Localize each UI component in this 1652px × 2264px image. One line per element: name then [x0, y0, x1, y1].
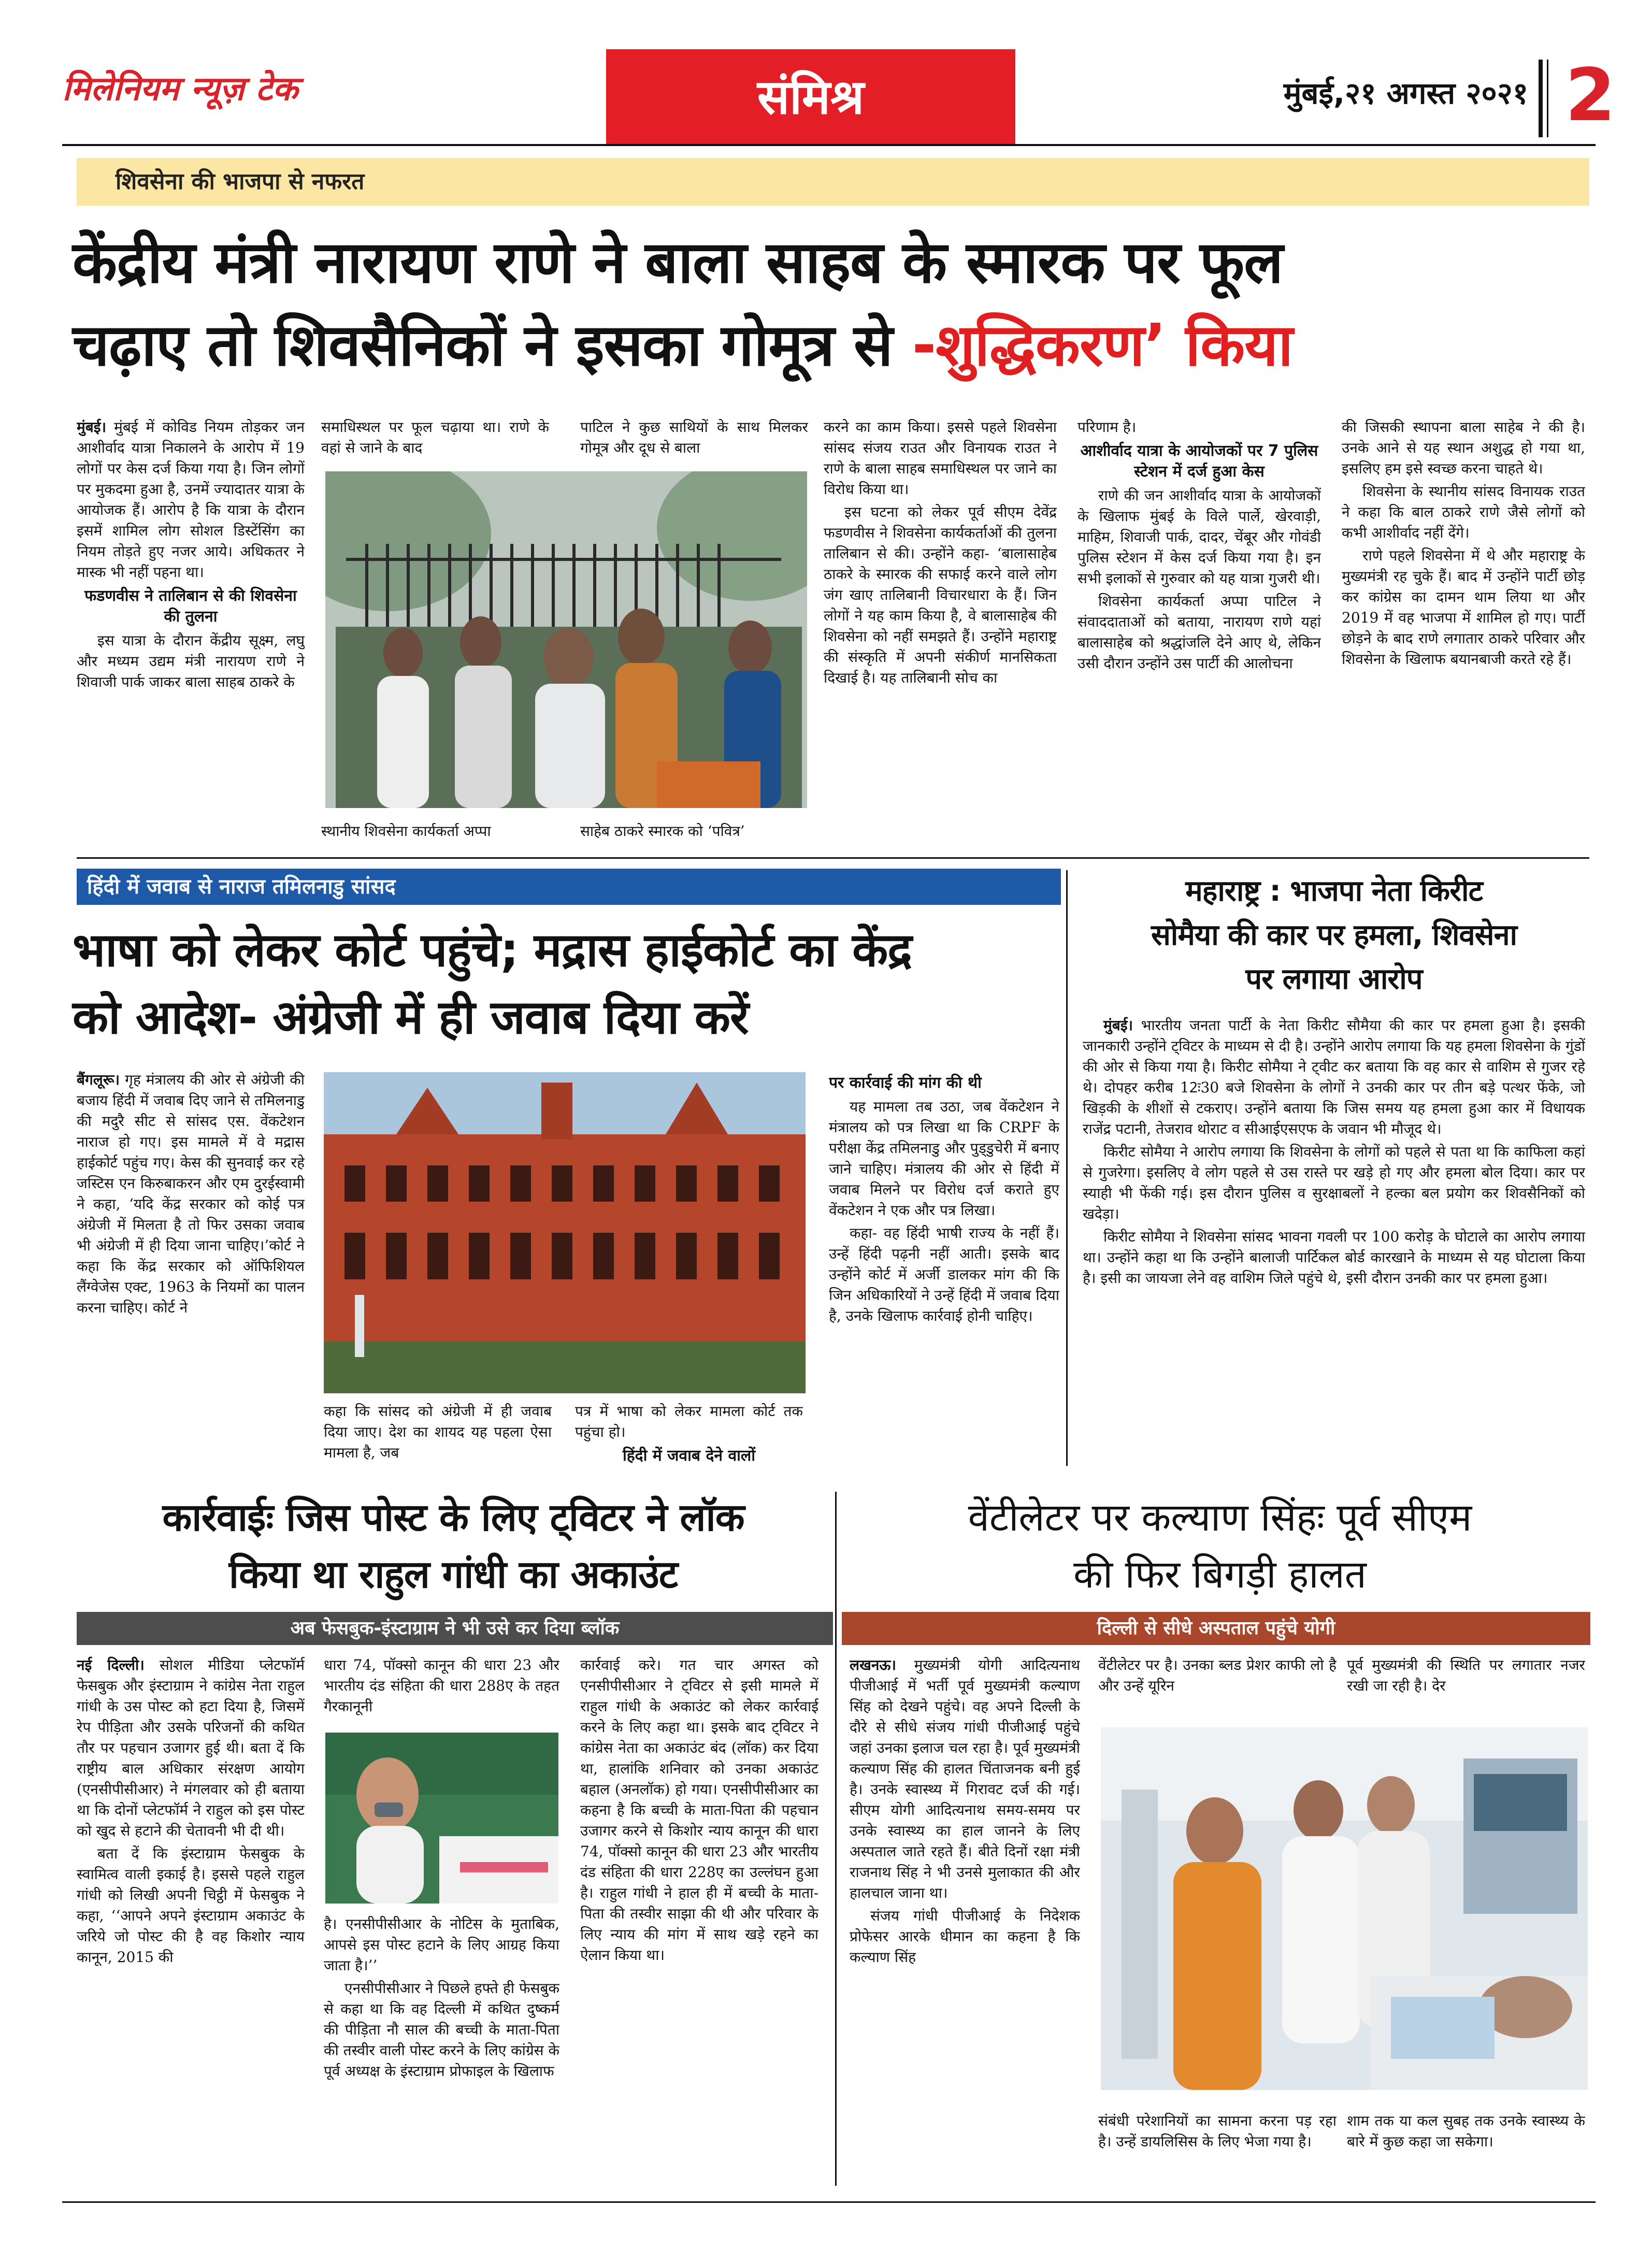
story4-col1-p2: बता दें कि इंस्टाग्राम फेसबुक के स्वामित्व वाली इकाई है। इससे पहले राहुल गांधी को लिखी अपनी चिट्ठी में फेसबुक ने कहा, ‘‘आपने अपने इंस्टाग्राम अकाउंट के जरिये जो पोस्ट की है वह किशोर न्याय कानून, 2015 की [77, 1845, 305, 1966]
story4-dateline: नई दिल्ली। [77, 1656, 145, 1674]
story4-col3-p1: कार्रवाई करे। गत चार अगस्त को एनसीपीसीआर ने ट्विटर से इसी मामले में राहुल गांधी के अकाउंट को लेकर कार्रवाई करने के लिए कहा था। इसके बाद ट्विटर ने कांग्रेस नेता का अकाउंट बंद (लॉक) कर दिया था, हालांकि शनिवार को उनका अकाउंट बहाल (अनलॉक) हो गया। एनसीपीसीआर का कहना है कि बच्ची के माता-पिता की पहचान उजागर करने से किशोर न्याय कानून की धारा 74, पॉक्सो कानून की धारा 23 और भारतीय दंड संहिता की धारा 228ए का उल्लंघन हुआ है। राहुल गांधी ने हाल ही में बच्ची के माता-पिता की तस्वीर साझा की थी और परिवार के लिए न्याय की मांग में साथ खड़े रहने का ऐलान किया था। [580, 1656, 818, 1964]
story3-dateline: मुंबई। [1103, 1017, 1133, 1034]
story2-kicker-bar [77, 869, 1061, 905]
page-number-divider [1539, 60, 1543, 137]
story5-kicker-bar [842, 1612, 1590, 1645]
story1-col4-p2: इस घटना को लेकर पूर्व सीएम देवेंद्र फडणवीस ने शिवसेना कार्यकर्ताओं की तुलना तालिबान से की। उन्होंने कहा- ‘बालासाहेब ठाकरे के स्मारक की सफाई करने वाले लोग जंग खाए तालिबानी विचारधारा के हैं। जिन लोगों ने यह काम किया है, वे बालासाहेब की शिवसेना को नहीं समझते हैं। उन्होंने महाराष्ट्र की संस्कृति में अपनी संकीर्ण मानसिकता दिखाई है। यह तालिबानी सोच का [824, 503, 1057, 686]
story4-kicker-bar [77, 1612, 833, 1645]
story1-col1 [77, 417, 305, 847]
page-bottom-rule [62, 2201, 1596, 2203]
story5-headline-line1: वेंटीलेटर पर कल्याण सिंहः पूर्व सीएम [968, 1495, 1472, 1540]
story2-dateline: बैंगलूरू। [77, 1071, 120, 1088]
story4-col2-top: धारा 74, पॉक्सो कानून की धारा 23 और भारतीय दंड संहिता की धारा 288ए के तहत गैरकानूनी [324, 1656, 559, 1715]
masthead-rule [62, 144, 1596, 146]
story5-col3-bottom: शाम तक या कल सुबह तक उनके स्वास्थ्य के बारे में कुछ कहा जा सकेगा। [1347, 2112, 1585, 2150]
story5-col2-top: वेंटीलेटर पर है। उनका ब्लड प्रेशर काफी लो है और उन्हें यूरिन [1098, 1656, 1337, 1694]
story1-col5-p2: शिवसेना कार्यकर्ता अप्पा पाटिल ने संवाददाताओं को बताया, नारायण राणे यहां बालासाहेब को श्रद्धांजलि देने आए थे, लेकिन उसी दौरान उन्होंने उस पार्टी की आलोचना [1078, 593, 1321, 672]
story1-photo [325, 471, 807, 808]
story3-headline-line1: महाराष्ट्र : भाजपा नेता किरीट [1185, 874, 1483, 908]
story2-headline-line2: को आदेश- अंग्रेजी में ही जवाब दिया करें [73, 990, 749, 1045]
hospital-photo-illustration [1101, 1727, 1588, 2090]
story2-subhead-1: हिंदी में जवाब देने वालों [622, 1447, 756, 1465]
section-title: संमिश्र [757, 69, 865, 125]
story4-headline-line1: कार्रवाईः जिस पोस्ट के लिए ट्विटर ने लॉक [162, 1495, 744, 1540]
story1-bottom-rule [77, 857, 1589, 859]
story1-col6-p2: राणे पहले शिवसेना में थे और महाराष्ट्र के मुख्यमंत्री रह चुके हैं। बाद में उन्होंने पार्टी छोड़ कर कांग्रेस का दामन थाम लिया था और 2019 में वह भाजपा में शामिल हो गए। पार्टी छोड़ने के बाद राणे लगातार ठाकरे परिवार और शिवसेना के खिलाफ बयानबाजी करते रहे हैं। [1342, 547, 1585, 668]
story1-col6: की जिसकी स्थापना बाला साहेब ने की है। उनके आने से यह स्थान अशुद्ध हो गया था, इसलिए हम इसे स्वच्छ करना चाहते थे। शिवसेना के स्थानीय सांसद विनायक राउत ने कहा कि बाल ठाकरे राणे जैसे लोगों को कभी आशीर्वाद नहीं देंगे। राणे पहले शिवसेना में थे और महाराष्ट्र के मुख्यमंत्री रह चुके हैं। बाद में उन्होंने पार्टी छोड़ कर कांग्रेस का दामन थाम लिया था और 2019 में वह भाजपा में शामिल हो गए। पार्टी छोड़ने के बाद राणे लगातार ठाकरे परिवार और शिवसेना के खिलाफ बयानबाजी करते रहे हैं। [1342, 417, 1585, 847]
story5-kicker: दिल्ली से सीधे अस्पताल पहुंचे योगी [1097, 1618, 1335, 1639]
story1-kicker-bar [77, 158, 1589, 206]
story5-col3-top: पूर्व मुख्यमंत्री की स्थिति पर लगातार नजर रखी जा रही है। देर [1347, 1656, 1585, 1694]
story1-dateline: मुंबई। [77, 419, 107, 436]
story1-col5-p1: राणे की जन आशीर्वाद यात्रा के आयोजकों के खिलाफ मुंबई के विले पार्ले, खेरवाड़ी, माहिम, शिवाजी पार्क, दादर, चेंबूर और गोवंडी पुलिस स्टेशन में केस दर्ज किया गया है। इन सभी इलाकों से गुरुवार को यह यात्रा गुजरी थी। [1078, 487, 1321, 587]
story2-photo [324, 1072, 806, 1393]
masthead [62, 49, 1652, 153]
story5-dateline: लखनऊ। [850, 1656, 897, 1674]
memorial-photo-illustration [325, 471, 807, 808]
story2-headline-line1: भाषा को लेकर कोर्ट पहुंचे; मद्रास हाईकोर्ट का केंद्र [73, 923, 912, 977]
story3-p3: किरीट सोमैया ने शिवसेना सांसद भावना गवली पर 100 करोड़ के घोटाले का आरोप लगाया था। उन्होंने कहा था कि उन्होंने बालाजी पार्टिकल बोर्ड कारखाने के माध्यम से यह घोटाला किया है। इसी का जायजा लेने वह वाशिम जिले पहुंचे थे, इसी दौरान उनकी कार पर हमला हुआ। [1083, 1228, 1585, 1287]
story1-col4-p1: करने का काम किया। इससे पहले शिवसेना सांसद संजय राउत और विनायक राउत ने राणे के बाला साहब समाधिस्थल पर जाने का विरोध किया था। [824, 419, 1057, 498]
rahul-photo-illustration [325, 1733, 558, 1904]
story1-headline-highlight: -शुद्धिकरण’ किया [912, 312, 1293, 379]
story4-col2 [324, 1914, 559, 2183]
story5-headline-line2: की फिर बिगड़ी हालत [1073, 1552, 1367, 1597]
story4-col2-p1: है। एनसीपीसीआर के नोटिस के मुताबिक, आपसे इस पोस्ट हटाने के लिए आग्रह किया जाता है।’’ [324, 1915, 559, 1974]
story5-col1: लखनऊ। मुख्यमंत्री योगी आदित्यनाथ पीजीआई में भर्ती पूर्व मुख्यमंत्री कल्याण सिंह को देखने पहुंचे। वह अपने दिल्ली के दौरे से सीधे संजय गांधी पीजीआई पहुंचे जहां उनका इलाज चल रहा है। पूर्व मुख्यमंत्री कल्याण सिंह की हालत चिंताजनक बनी हुई है। उनके स्वास्थ्य में गिरावट दर्ज की गई। सीएम योगी आदित्यनाथ समय-समय पर उनके स्वास्थ्य का हाल जानने के लिए अस्पताल जाते रहते हैं। बीते दिनों रक्षा मंत्री राजनाथ सिंह ने भी उनसे मुलाकात की और हालचाल जाना था। संजय गांधी पीजीआई के निदेशक प्रोफेसर आरके धीमान का कहना है कि कल्याण सिंह [850, 1655, 1080, 2183]
story1-headline-line2 [73, 308, 1596, 383]
page-number-divider-thin [1547, 60, 1548, 137]
story2-col1: बैंगलूरू। गृह मंत्रालय की ओर से अंग्रेजी की बजाय हिंदी में जवाब दिए जाने से तमिलनाडु की मदुरै सीट से सांसद एस. वेंकटेशन नाराज हो गए। इस मामले में वे मद्रास हाईकोर्ट पहुंच गए। केस की सुनवाई कर रहे जस्टिस एन किरुबाकरन और एम दुरईस्वामी ने कहा, ‘यदि केंद्र सरकार को कोई पत्र अंग्रेजी में मिलता है तो फिर उसका जवाब भी अंग्रेजी में ही दिया जाना चाहिए।’कोर्ट ने कहा कि केंद्र सरकार को ऑफिशियल लैंग्वेजेस एक्ट, 1963 के नियमों का पालन करना चाहिए। कोर्ट ने [77, 1071, 305, 1316]
story1-subhead-1: फडणवीस ने तालिबान से की शिवसेना की तुलना [84, 587, 297, 626]
story2-col4-p2: कहा- वह हिंदी भाषी राज्य के नहीं हैं। उन्हें हिंदी पढ़नी नहीं आती। इसके बाद उन्होंने कोर्ट में अर्जी डालकर मांग की कि जिन अधिकारियों ने उन्हें हिंदी में जवाब दिया है, उनके खिलाफ कार्रवाई होनी चाहिए। [829, 1224, 1059, 1324]
story1-headline-line1: केंद्रीय मंत्री नारायण राणे ने बाला साहब के स्मारक पर फूल [73, 229, 1283, 296]
story2-kicker: हिंदी में जवाब से नाराज तमिलनाडु सांसद [87, 875, 396, 899]
story2-col4-p1: यह मामला तब उठा, जब वेंकटेशन ने मंत्रालय को पत्र लिखा था कि CRPF के परीक्षा केंद्र तमिलनाडु और पुड्‌डुचेरी में बनाए जाने चाहिए। मंत्रालय की ओर से हिंदी में जवाब मिलने पर विरोध दर्ज कराते हुए वेंकटेशन ने एक और पत्र लिखा। [829, 1098, 1059, 1219]
story1-col2-top: समाधिस्थल पर फूल चढ़ाया था। राणे के वहां से जाने के बाद [321, 419, 549, 456]
story1-col1-p1: मुंबई में कोविड नियम तोड़कर जन आशीर्वाद यात्रा निकालने के आरोप में 19 लोगों पर केस दर्ज किया गया है। जिन लोगों पर मुकदमा हुआ है, उनमें ज्यादातर यात्रा के आयोजक हैं। आरोप है कि यात्रा के दौरान इसमें शामिल लोग सोशल डिस्टेंसिंग का नियम तोड़ते हुए नजर आये। अधिकतर ने मास्क भी नहीं पहना था। [77, 419, 305, 581]
high-court-photo-illustration [324, 1072, 806, 1393]
story2-col2-bottom: कहा कि सांसद को अंग्रेजी में ही जवाब दिया जाए। देश का शायद यह पहला ऐसा मामला है, जब [324, 1403, 552, 1461]
story1-col1-p2: इस यात्रा के दौरान केंद्रीय सूक्ष्म, लघु और मध्यम उद्यम मंत्री नारायण राणे ने शिवाजी पार्क जाकर बाला साहब ठाकरे के [77, 632, 305, 690]
story1-col2-bottom: स्थानीय शिवसेना कार्यकर्ता अप्पा [321, 823, 491, 840]
story1-subhead-2: आशीर्वाद यात्रा के आयोजकों पर 7 पुलिस स्टेशन में दर्ज हुआ केस [1080, 442, 1318, 481]
story4-col3 [580, 1655, 818, 2183]
masthead-date: मुंबई,२१ अगस्त २०२१ [1283, 76, 1528, 111]
story1-col4 [824, 417, 1057, 847]
story1-kicker: शिवसेना की भाजपा से नफरत [116, 168, 365, 195]
story3-headline-line3: पर लगाया आरोप [1245, 962, 1423, 996]
story5-col2-bottom: संबंधी परेशानियों का सामना करना पड़ रहा है। उन्हें डायलिसिस के लिए भेजा गया है। [1098, 2112, 1337, 2150]
story4-headline-line2: किया था राहुल गांधी का अकाउंट [228, 1552, 678, 1597]
story1-headline-line2a: चढ़ाए तो शिवसैनिकों ने इसका गोमूत्र से [73, 312, 912, 379]
story3-p2: किरीट सोमैया ने आरोप लगाया कि शिवसेना के लोगों को पहले से पता था कि काफिला कहां से गुजरेगा। इसलिए वे लोग पहले से उस रास्ते पर खड़े हो गए और हमला बोल दिया। कार पर स्याही भी फेंकी गई। इस दौरान पुलिस व सुरक्षाबलों ने हल्का बल प्रयोग कर शिवसैनिकों को खदेड़ा। [1083, 1143, 1585, 1222]
story1-col3-top: पाटिल ने कुछ साथियों के साथ मिलकर गोमूत्र और दूध से बाला [580, 419, 808, 456]
story5-col1-p2: संजय गांधी पीजीआई के निदेशक प्रोफेसर आरके धीमान का कहना है कि कल्याण सिंह [850, 1907, 1080, 1966]
brand-logo: मिलेनियम न्यूज़ टेक [62, 70, 298, 108]
story2-divider [1066, 870, 1068, 1466]
section-title-box [606, 49, 1015, 145]
story4-kicker: अब फेसबुक-इंस्टाग्राम ने भी उसे कर दिया ब्लॉक [290, 1618, 620, 1639]
story1-col3-bottom: साहेब ठाकरे स्मारक को ‘पवित्र’ [580, 823, 745, 840]
story4-divider [835, 1492, 837, 2186]
story4-col1: नई दिल्ली। सोशल मीडिया प्लेटफॉर्म फेसबुक और इंस्टाग्राम ने कांग्रेस नेता राहुल गांधी के उस पोस्ट को हटा दिया है, जिसमें रेप पीड़िता और उसके परिजनों की कथित तौर पर पहचान उजागर हुई थी। बता दें कि राष्ट्रीय बाल अधिकार संरक्षण आयोग (एनसीपीसीआर) ने मंगलवार को ही बताया था कि दोनों प्लेटफॉर्म ने राहुल को इस पोस्ट को खुद से हटाने की चेतावनी भी दी थी। बता दें कि इंस्टाग्राम फेसबुक के स्वामित्व वाली इकाई है। इससे पहले राहुल गांधी को लिखी अपनी चिट्ठी में फेसबुक ने कहा, ‘‘आपने अपने इंस्टाग्राम अकाउंट के जरिये जो पोस्ट की है वह किशोर न्याय कानून, 2015 की [77, 1655, 305, 2183]
story2-subhead-2: पर कार्रवाई की मांग की थी [829, 1074, 982, 1092]
story1-col5: परिणाम है। आशीर्वाद यात्रा के आयोजकों पर 7 पुलिस स्टेशन में दर्ज हुआ केस राणे की जन आशीर्वाद यात्रा के आयोजकों के खिलाफ मुंबई के विले पार्ले, खेरवाड़ी, माहिम, शिवाजी पार्क, दादर, चेंबूर और गोवंडी पुलिस स्टेशन में केस दर्ज किया गया है। इन सभी इलाकों से गुरुवार को यह यात्रा गुजरी थी। शिवसेना कार्यकर्ता अप्पा पाटिल ने संवाददाताओं को बताया, नारायण राणे यहां बालासाहेब को श्रद्धांजलि देने आए थे, लेकिन उसी दौरान उन्होंने उस पार्टी की आलोचना [1078, 417, 1321, 847]
story4-photo [325, 1733, 558, 1904]
story4-col2-p2: एनसीपीसीआर ने पिछले हफ्ते ही फेसबुक से कहा था कि वह दिल्ली में कथित दुष्कर्म की पीड़िता नौ साल की बच्ची के माता-पिता की तस्वीर वाली पोस्ट करने के लिए कांग्रेस के पूर्व अध्यक्ष के इंस्टाग्राम प्रोफाइल के खिलाफ [324, 1980, 559, 2080]
story3-body: मुंबई। भारतीय जनता पार्टी के नेता किरीट सौमैया की कार पर हमला हुआ है। इसकी जानकारी उन्होंने ट्विटर के माध्यम से दी है। उन्होंने आरोप लगाया कि यह हमला शिवसेना के गुंडों की ओर से किया गया है। किरीट सोमैया ने ट्वीट कर बताया कि वह कार से वाशिम से गुजर रहे थे। दोपहर करीब 12ः30 बजे शिवसेना के लोगों ने उनकी कार पर तीन बड़े पत्थर फेंके, जो खिड़की के शीशों से टकराए। उन्होंने बताया कि जिस समय यह हमला हुआ कार में विधायक राजेंद्र पटानी, तेजराव थोराट व सीआईएसएफ के जवान भी मौजूद थे। किरीट सोमैया ने आरोप लगाया कि शिवसेना के लोगों को पहले से पता था कि काफिला कहां से गुजरेगा। इसलिए वे लोग पहले से उस रास्ते पर खड़े हो गए और हमला बोल दिया। कार पर स्याही भी फेंकी गई। इस दौरान पुलिस व सुरक्षाबलों ने हल्का बल प्रयोग कर शिवसैनिकों को खदेड़ा। किरीट सोमैया ने शिवसेना सांसद भावना गवली पर 100 करोड़ के घोटाले का आरोप लगाया था। उन्होंने कहा था कि उन्होंने बालाजी पार्टिकल बोर्ड कारखाने के माध्यम से यह घोटाला किया है। इसी का जायजा लेने वह वाशिम जिले पहुंचे थे, इसी दौरान उनकी कार पर हमला हुआ। [1083, 1015, 1585, 1466]
story5-photo [1101, 1727, 1588, 2090]
story2-col4 [829, 1070, 1059, 1463]
story3-headline-line2: सोमैया की कार पर हमला, शिवसेना [1151, 918, 1517, 952]
story1-col6-p1: शिवसेना के स्थानीय सांसद विनायक राउत ने कहा कि बाल ठाकरे राणे जैसे लोगों को कभी आशीर्वाद नहीं देंगे। [1342, 483, 1585, 541]
page-number: 2 [1565, 53, 1616, 138]
story2-col3-bottom: पत्र में भाषा को लेकर मामला कोर्ट तक पहुंचा हो। हिंदी में जवाब देने वालों [575, 1401, 803, 1466]
